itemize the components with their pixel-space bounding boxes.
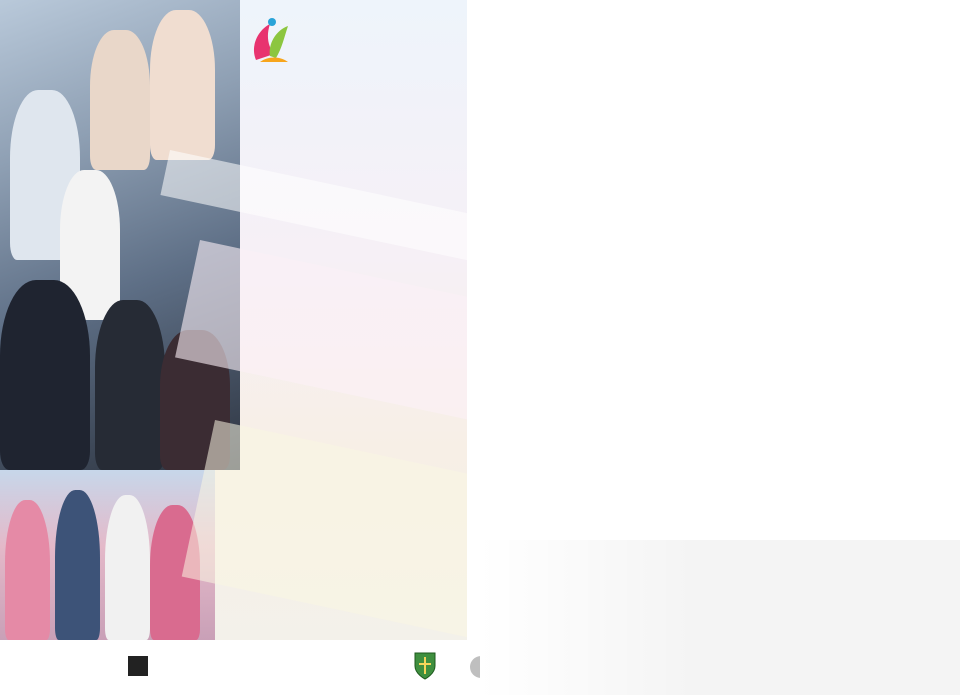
concert-invite xyxy=(504,394,960,413)
concert-invitation xyxy=(504,386,960,423)
festival-poster xyxy=(0,0,467,640)
children-photo xyxy=(0,470,215,640)
sponsor-bar xyxy=(0,640,467,695)
dancers-photo xyxy=(0,0,240,470)
poster-ribbon xyxy=(182,420,467,640)
piano-keys-image xyxy=(480,540,960,695)
falunapok-logo-icon xyxy=(248,16,292,66)
sponsor-logo-raiffeisen xyxy=(128,650,222,682)
sponsor-logo-coat-of-arms xyxy=(414,650,436,682)
coat-of-arms-icon xyxy=(414,652,436,680)
raiffeisen-emblem-icon xyxy=(128,656,148,676)
